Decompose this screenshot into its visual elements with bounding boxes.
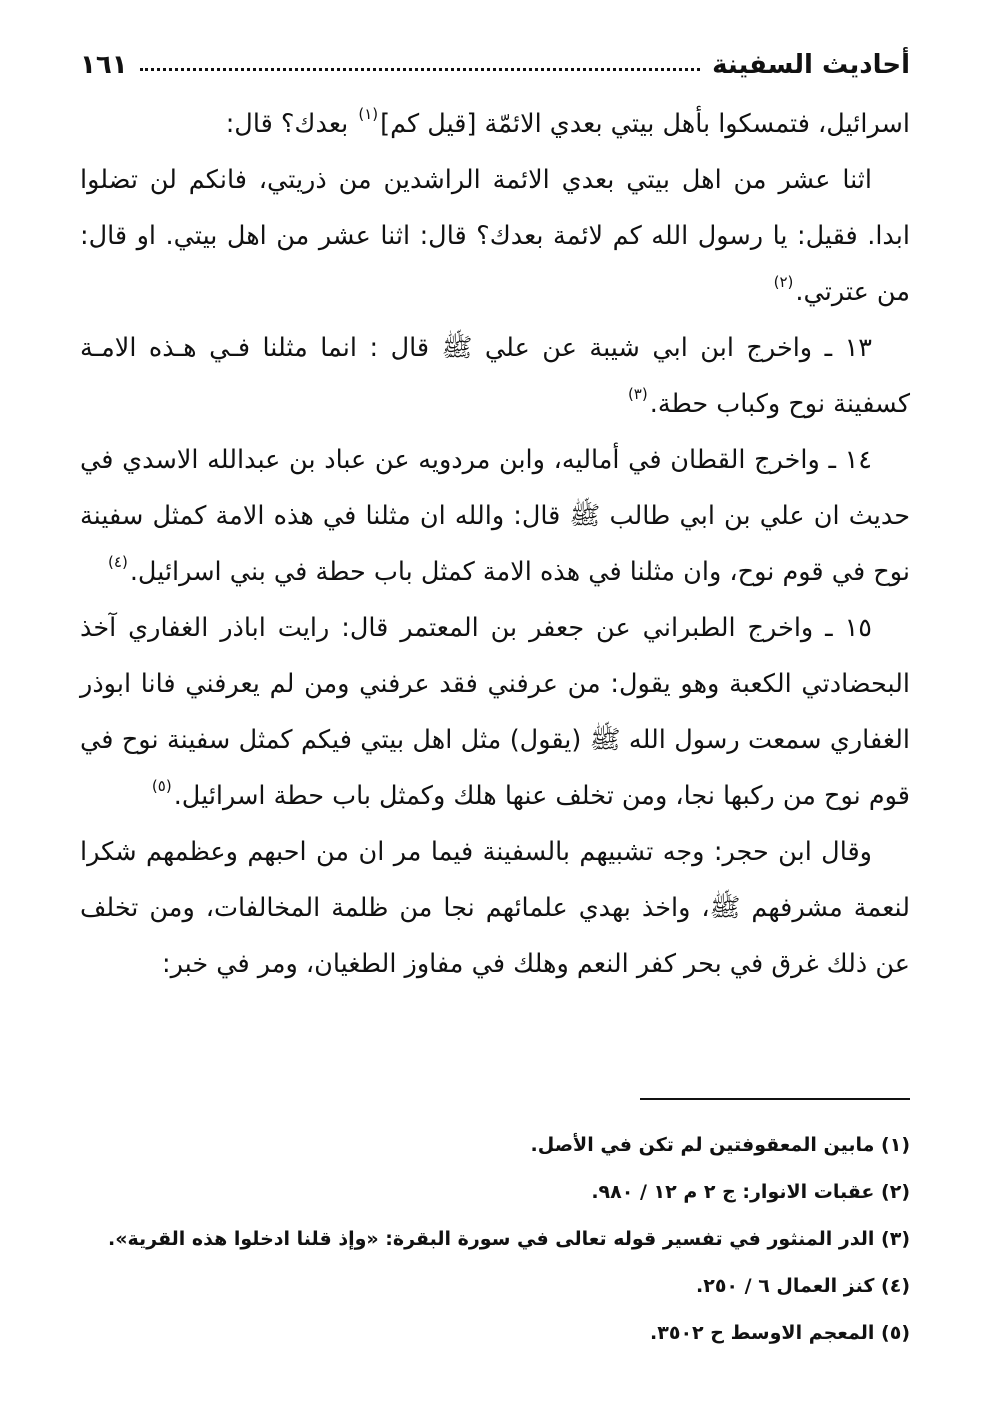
dotted-leader [140, 68, 700, 71]
footnotes [80, 1122, 910, 1357]
paragraph-text: ١٣ ـ واخرج ابن ابي شيبة عن علي ﷺ قال : انما مثلنا فـي هـذه الامـة كسفينة نوح وكباب حطة. [80, 333, 910, 419]
footnote-ref-2: (٢) [773, 273, 794, 291]
footnote-ref-3: (٣) [627, 385, 648, 403]
page-number: ١٦١ [80, 50, 128, 80]
paragraph-text: اسرائيل، فتمسكوا بأهل بيتي بعدي الائمّة [قيل كم] [380, 109, 910, 139]
paragraph-4 [80, 432, 910, 600]
paragraph-2 [80, 152, 910, 320]
footnote-3: (٣) الدر المنثور في تفسير قوله تعالى في سورة البقرة: «وإذ قلنا ادخلوا هذه القرية». [108, 1228, 910, 1250]
paragraph-5 [80, 600, 910, 824]
paragraph-6: وقال ابن حجر: وجه تشبيهم بالسفينة فيما مر ان من احبهم وعظمهم شكرا لنعمة مشرفهم ﷺ، واخذ بهدي علمائهم نجا من ظلمة المخالفات، ومن تخلف عن ذلك غرق في بحر كفر النعم وهلك في مفاوز الطغيان، ومر في خبر: [80, 837, 910, 979]
footnote-ref-5: (٥) [151, 777, 172, 795]
paragraph-text: ١٤ ـ واخرج القطان في أماليه، وابن مردويه عن عباد بن عبدالله الاسدي في حديث ان علي بن ابي طالب ﷺ قال: والله ان مثلنا في هذه الامة كمثل سفينة نوح في قوم نوح، وان مثلنا في هذه الامة كمثل باب حطة في بني اسرائيل. [80, 445, 910, 587]
footnote-ref-4: (٤) [108, 553, 128, 571]
footnote-ref-1: (١) [358, 105, 379, 123]
paragraph-text: ١٥ ـ واخرج الطبراني عن جعفر بن المعتمر قال: رايت اباذر الغفاري آخذ البحضادتي الكعبة وهو يقول: من عرفني فقد عرفني ومن لم يعرفني فانا ابوذر الغفاري سمعت رسول الله ﷺ (يقول) مثل اهل بيتي فيكم كمثل سفينة نوح في قوم نوح من ركبها نجا، ومن تخلف عنها هلك وكمثل باب حطة اسرائيل. [80, 613, 910, 811]
running-title: أحاديث السفينة [712, 50, 910, 80]
main-text [80, 96, 910, 992]
paragraph-3 [80, 320, 910, 432]
footnote-separator [640, 1098, 910, 1100]
footnote-2: (٢) عقبات الانوار: ج ٢ م ١٢ / ٩٨٠. [591, 1181, 910, 1203]
footnote-1: (١) مابين المعقوفتين لم تكن في الأصل. [530, 1134, 910, 1156]
paragraph-text: بعدك؟ قال: [225, 109, 357, 139]
page-header [80, 36, 910, 80]
paragraph-1 [80, 96, 910, 152]
paragraph-text: اثنا عشر من اهل بيتي بعدي الائمة الراشدين من ذريتي، فانكم لن تضلوا ابدا. فقيل: يا رسول الله كم لائمة بعدك؟ قال: اثنا عشر من اهل بيتي. او قال: من عترتي. [80, 165, 910, 307]
footnote-5: (٥) المعجم الاوسط ح ٣٥٠٢. [650, 1322, 910, 1344]
footnote-4: (٤) كنز العمال ٦ / ٢٥٠. [696, 1275, 910, 1297]
